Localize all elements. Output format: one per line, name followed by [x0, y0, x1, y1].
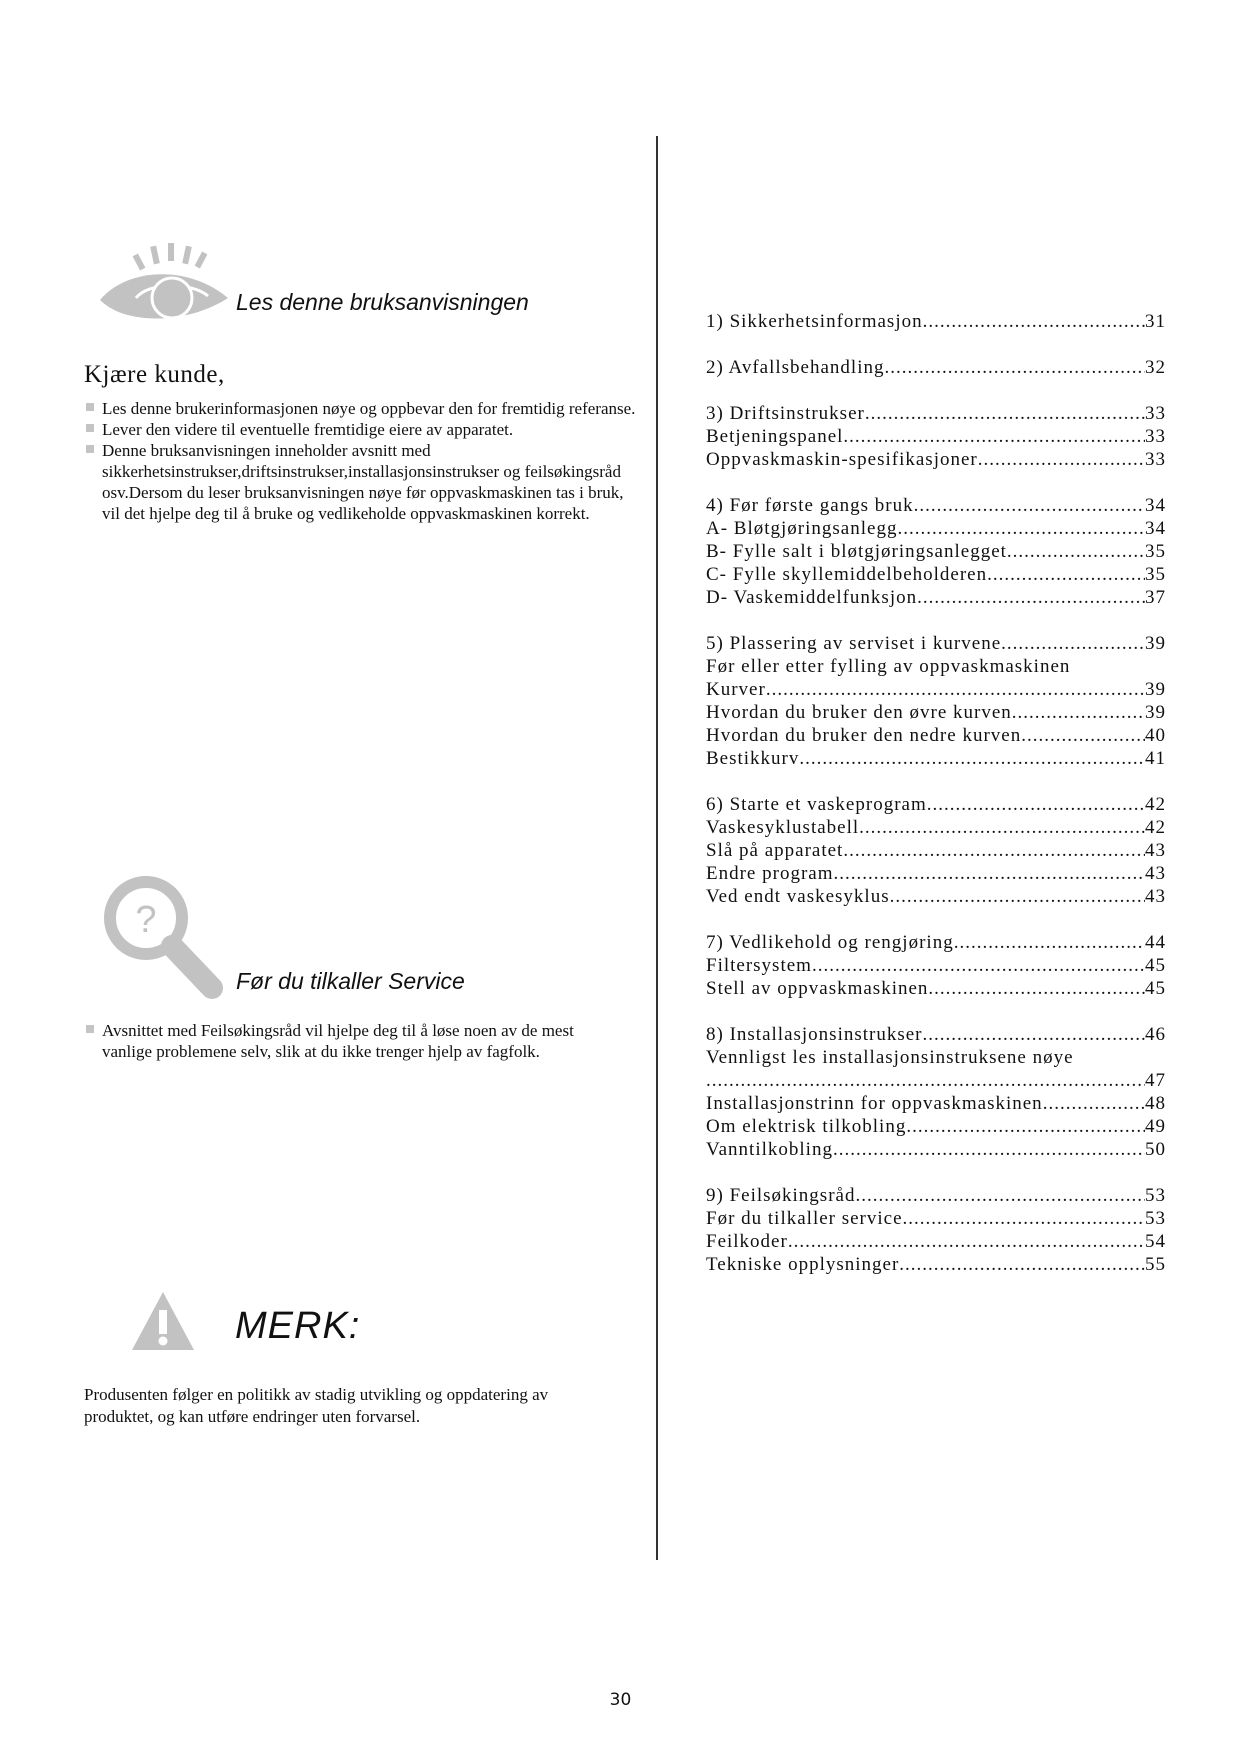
toc-entry-page: 49	[1145, 1116, 1166, 1137]
toc-entry-page: 41	[1145, 748, 1166, 769]
toc-section	[706, 356, 1166, 379]
toc-leader-dots	[928, 977, 1145, 1000]
table-of-contents	[706, 310, 1166, 1299]
toc-entry-page: 43	[1145, 840, 1166, 861]
toc-leader-dots	[1021, 724, 1145, 747]
toc-entry-label: Før du tilkaller service	[706, 1208, 903, 1229]
toc-leader-dots	[859, 816, 1145, 839]
toc-entry-label: D- Vaskemiddelfunksjon	[706, 587, 918, 608]
toc-entry-page: 53	[1145, 1185, 1166, 1206]
toc-entry-page: 33	[1145, 426, 1166, 447]
toc-entry-label: 3) Driftsinstrukser	[706, 403, 865, 424]
toc-entry-page: 46	[1145, 1024, 1166, 1045]
toc-entry[interactable]	[706, 816, 1166, 839]
toc-leader-dots	[899, 1253, 1145, 1276]
toc-entry[interactable]	[706, 931, 1166, 954]
column-divider	[656, 136, 658, 1560]
toc-entry-label: Om elektrisk tilkobling	[706, 1116, 907, 1137]
toc-entry[interactable]	[706, 885, 1166, 908]
toc-leader-dots	[843, 425, 1145, 448]
toc-entry-label: Hvordan du bruker den nedre kurven	[706, 725, 1022, 746]
toc-entry-label: Filtersystem	[706, 955, 812, 976]
page-number: 30	[609, 1690, 632, 1710]
toc-entry[interactable]	[706, 1253, 1166, 1276]
toc-entry[interactable]	[706, 1046, 1166, 1069]
toc-leader-dots	[833, 1138, 1145, 1161]
toc-entry-page: 33	[1145, 403, 1166, 424]
greeting: Kjære kunde,	[84, 361, 225, 388]
toc-entry-page: 37	[1145, 587, 1166, 608]
toc-entry-page: 31	[1145, 311, 1166, 332]
toc-entry-page: 48	[1145, 1093, 1166, 1114]
toc-entry-label: 1) Sikkerhetsinformasjon	[706, 311, 923, 332]
toc-entry-label: 6) Starte et vaskeprogram	[706, 794, 927, 815]
toc-entry[interactable]	[706, 954, 1166, 977]
toc-entry[interactable]	[706, 793, 1166, 816]
svg-text:?: ?	[135, 899, 157, 941]
toc-leader-dots	[978, 448, 1145, 471]
toc-entry-label: Tekniske opplysninger	[706, 1254, 900, 1275]
service-bullet-list	[84, 1020, 624, 1062]
toc-entry-page: 43	[1145, 886, 1166, 907]
eye-icon	[96, 240, 236, 330]
toc-entry[interactable]	[706, 678, 1166, 701]
list-item: Lever den videre til eventuelle fremtidige eiere av apparatet.	[84, 419, 644, 440]
toc-leader-dots	[923, 1023, 1145, 1046]
toc-leader-dots	[1012, 701, 1145, 724]
toc-leader-dots	[884, 356, 1145, 379]
toc-entry[interactable]	[706, 1138, 1166, 1161]
list-item: Denne bruksanvisningen inneholder avsnitt med sikkerhetsinstrukser,driftsinstrukser,installasjonsinstrukser og feilsøkingsråd osv.Dersom du leser bruksanvisningen nøye før oppvaskmaskinen tas i bruk, vil det hjelpe deg til å bruke og vedlikeholde oppvaskmaskinen korrekt.	[84, 440, 644, 524]
toc-entry[interactable]	[706, 494, 1166, 517]
toc-entry-page: 39	[1145, 679, 1166, 700]
toc-entry-label: Ved endt vaskesyklus	[706, 886, 890, 907]
toc-section	[706, 632, 1166, 770]
note-text: Produsenten følger en politikk av stadig utvikling og oppdatering av produktet, og kan utføre endringer uten forvarsel.	[84, 1385, 549, 1426]
warning-icon	[130, 1290, 196, 1352]
toc-entry-label: Betjeningspanel	[706, 426, 844, 447]
toc-leader-dots	[923, 310, 1145, 333]
toc-leader-dots	[843, 839, 1145, 862]
toc-entry-page: 42	[1145, 794, 1166, 815]
toc-entry-label: Før eller etter fylling av oppvaskmaskinen	[706, 656, 1071, 677]
toc-leader-dots	[1007, 540, 1145, 563]
toc-entry-label: Vaskesyklustabell	[706, 817, 860, 838]
toc-entry-label: Hvordan du bruker den øvre kurven	[706, 702, 1012, 723]
toc-entry-page: 42	[1145, 817, 1166, 838]
toc-entry-label: 7) Vedlikehold og rengjøring	[706, 932, 954, 953]
toc-entry[interactable]	[706, 1069, 1166, 1092]
toc-entry-page: 34	[1145, 518, 1166, 539]
toc-entry-label: 9) Feilsøkingsråd	[706, 1185, 856, 1206]
toc-entry-label: A- Bløtgjøringsanlegg	[706, 518, 898, 539]
toc-entry-label: Stell av oppvaskmaskinen	[706, 978, 929, 999]
toc-entry-label: 5) Plassering av serviset i kurvene	[706, 633, 1002, 654]
toc-section	[706, 931, 1166, 1000]
toc-leader-dots	[812, 954, 1145, 977]
toc-entry[interactable]	[706, 356, 1166, 379]
toc-entry-page: 47	[1145, 1070, 1166, 1091]
toc-entry-label: Feilkoder	[706, 1231, 788, 1252]
toc-leader-dots	[855, 1184, 1145, 1207]
toc-entry-page: 35	[1145, 541, 1166, 562]
toc-entry-label: Vennligst les installasjonsinstruksene nøye	[706, 1047, 1074, 1068]
toc-entry-page: 44	[1145, 932, 1166, 953]
toc-leader-dots	[897, 517, 1145, 540]
toc-entry-page: 32	[1145, 357, 1166, 378]
toc-entry-label: Vanntilkobling	[706, 1139, 833, 1160]
toc-entry[interactable]	[706, 701, 1166, 724]
toc-entry-label: Kurver	[706, 679, 766, 700]
toc-section	[706, 1023, 1166, 1161]
toc-entry-page: 34	[1145, 495, 1166, 516]
toc-entry-page: 53	[1145, 1208, 1166, 1229]
toc-entry-page: 40	[1145, 725, 1166, 746]
toc-section	[706, 1184, 1166, 1276]
service-heading: Før du tilkaller Service	[236, 968, 465, 994]
toc-entry-label: 4) Før første gangs bruk	[706, 495, 914, 516]
toc-leader-dots	[1001, 632, 1145, 655]
toc-entry[interactable]	[706, 540, 1166, 563]
magnifier-question-icon	[98, 870, 228, 1000]
toc-entry[interactable]	[706, 655, 1166, 678]
toc-entry[interactable]	[706, 402, 1166, 425]
toc-entry[interactable]	[706, 977, 1166, 1000]
toc-entry-page: 43	[1145, 863, 1166, 884]
toc-entry-page: 39	[1145, 633, 1166, 654]
toc-entry-label: Endre program	[706, 863, 834, 884]
toc-entry-label: 8) Installasjonsinstrukser	[706, 1024, 923, 1045]
toc-entry-page: 33	[1145, 449, 1166, 470]
toc-leader-dots	[906, 1115, 1145, 1138]
toc-entry[interactable]	[706, 862, 1166, 885]
toc-entry[interactable]	[706, 724, 1166, 747]
toc-entry-label: 2) Avfallsbehandling	[706, 357, 885, 378]
toc-entry[interactable]	[706, 632, 1166, 655]
toc-leader-dots	[799, 747, 1145, 770]
toc-entry[interactable]	[706, 747, 1166, 770]
toc-leader-dots	[954, 931, 1145, 954]
note-heading: MERK:	[235, 1305, 361, 1347]
toc-entry-page: 45	[1145, 978, 1166, 999]
read-bullet-list	[84, 398, 644, 524]
toc-entry-label: Installasjonstrinn for oppvaskmaskinen	[706, 1093, 1043, 1114]
toc-section	[706, 402, 1166, 471]
toc-section	[706, 793, 1166, 908]
toc-leader-dots	[706, 1069, 1145, 1092]
toc-entry[interactable]	[706, 425, 1166, 448]
toc-entry-label: Oppvaskmaskin-spesifikasjoner	[706, 449, 978, 470]
toc-leader-dots	[927, 793, 1145, 816]
toc-entry-page: 35	[1145, 564, 1166, 585]
toc-entry[interactable]	[706, 586, 1166, 609]
toc-entry[interactable]	[706, 1092, 1166, 1115]
toc-entry[interactable]	[706, 1230, 1166, 1253]
toc-section	[706, 494, 1166, 609]
toc-entry[interactable]	[706, 517, 1166, 540]
toc-entry[interactable]	[706, 310, 1166, 333]
toc-entry-label: C- Fylle skyllemiddelbeholderen	[706, 564, 988, 585]
toc-entry-label: B- Fylle salt i bløtgjøringsanlegget	[706, 541, 1007, 562]
toc-entry-label: Slå på apparatet	[706, 840, 844, 861]
toc-leader-dots	[1043, 1092, 1145, 1115]
toc-entry[interactable]	[706, 839, 1166, 862]
toc-leader-dots	[890, 885, 1145, 908]
toc-leader-dots	[917, 586, 1145, 609]
toc-entry-page: 55	[1145, 1254, 1166, 1275]
toc-leader-dots	[788, 1230, 1145, 1253]
list-item: Les denne brukerinformasjonen nøye og oppbevar den for fremtidig referanse.	[84, 398, 644, 419]
toc-leader-dots	[914, 494, 1145, 517]
toc-entry-page: 50	[1145, 1139, 1166, 1160]
list-item: Avsnittet med Feilsøkingsråd vil hjelpe deg til å løse noen av de mest vanlige problemene selv, slik at du ikke trenger hjelp av fagfolk.	[84, 1020, 624, 1062]
toc-entry[interactable]	[706, 1023, 1166, 1046]
toc-section	[706, 310, 1166, 333]
toc-entry[interactable]	[706, 448, 1166, 471]
toc-entry[interactable]	[706, 1207, 1166, 1230]
toc-leader-dots	[903, 1207, 1145, 1230]
toc-entry-page: 39	[1145, 702, 1166, 723]
toc-leader-dots	[987, 563, 1145, 586]
read-manual-heading: Les denne bruksanvisningen	[236, 289, 529, 315]
toc-entry[interactable]	[706, 563, 1166, 586]
toc-entry-label: Bestikkurv	[706, 748, 800, 769]
toc-leader-dots	[865, 402, 1145, 425]
toc-entry-page: 45	[1145, 955, 1166, 976]
toc-leader-dots	[833, 862, 1145, 885]
toc-entry[interactable]	[706, 1115, 1166, 1138]
toc-leader-dots	[766, 678, 1145, 701]
toc-entry-page: 54	[1145, 1231, 1166, 1252]
toc-entry[interactable]	[706, 1184, 1166, 1207]
